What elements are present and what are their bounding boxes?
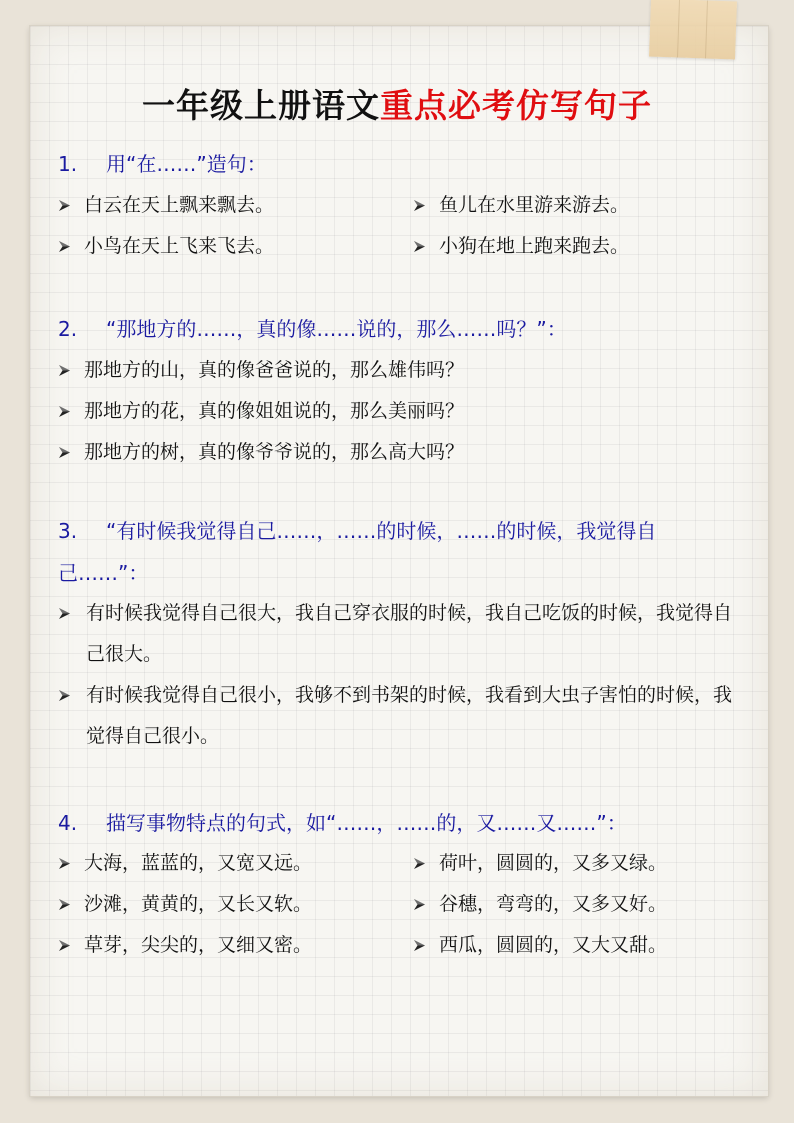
item-text: 白云在天上飘来飘去。 (84, 194, 275, 216)
arrow-bullet-icon (58, 939, 70, 951)
item-text: 谷穗，弯弯的，又多又好。 (439, 893, 668, 915)
list-item (413, 889, 667, 916)
item-text: 草芽，尖尖的，又细又密。 (84, 934, 313, 956)
item-text: 沙滩，黄黄的，又长又软。 (84, 893, 313, 915)
arrow-bullet-icon (413, 240, 425, 252)
item-text: 那地方的树，真的像爷爷说的，那么高大吗？ (84, 441, 465, 463)
list-item (413, 930, 667, 957)
arrow-bullet-icon (58, 446, 70, 458)
list-item (58, 889, 312, 916)
item-text: 有时候我觉得自己很大，我自己穿衣服的时候，我自己吃饭的时候，我觉得自己很大。 (86, 602, 733, 665)
section-3-heading (58, 510, 742, 594)
list-item (58, 848, 312, 875)
item-text: 小狗在地上跑来跑去。 (439, 235, 630, 257)
title-part-black: 一年级上册语文 (142, 86, 380, 125)
list-item (58, 930, 312, 957)
item-text: 那地方的山，真的像爸爸说的，那么雄伟吗？ (84, 359, 465, 381)
section-4-heading (58, 807, 627, 836)
list-item (58, 231, 274, 258)
item-text: 鱼儿在水里游来游去。 (439, 194, 630, 216)
section-heading-text: “有时候我觉得自己……，……的时候，……的时候，我觉得自己……”： (58, 519, 657, 585)
tape-decoration (649, 0, 737, 59)
section-number: 2. (58, 317, 78, 341)
arrow-bullet-icon (413, 199, 425, 211)
section-heading-text: 描写事物特点的句式，如“……，……的，又……又……”： (106, 811, 627, 835)
item-text: 有时候我觉得自己很小，我够不到书架的时候，我看到大虫子害怕的时候，我觉得自己很小。 (86, 684, 733, 747)
item-text: 那地方的花，真的像姐姐说的，那么美丽吗？ (84, 400, 465, 422)
list-item (58, 355, 464, 382)
list-item (58, 437, 464, 464)
section-heading-text: 用“在……”造句： (106, 152, 267, 176)
section-number: 3. (58, 519, 78, 543)
list-item (58, 190, 274, 217)
section-heading-text: “那地方的……，真的像……说的，那么……吗？”： (106, 317, 567, 341)
arrow-bullet-icon (58, 689, 70, 701)
section-2-heading (58, 313, 567, 342)
section-number: 4. (58, 811, 78, 835)
list-item (413, 190, 629, 217)
arrow-bullet-icon (58, 405, 70, 417)
arrow-bullet-icon (58, 199, 70, 211)
arrow-bullet-icon (413, 939, 425, 951)
page-title (0, 80, 794, 127)
list-item (86, 593, 740, 675)
section-number: 1. (58, 152, 78, 176)
list-item (58, 396, 464, 423)
item-text: 荷叶，圆圆的，又多又绿。 (439, 852, 668, 874)
title-part-red: 重点必考仿写句子 (380, 86, 652, 125)
arrow-bullet-icon (58, 240, 70, 252)
arrow-bullet-icon (58, 364, 70, 376)
list-item (413, 231, 629, 258)
item-text: 小鸟在天上飞来飞去。 (84, 235, 275, 257)
arrow-bullet-icon (58, 857, 70, 869)
item-text: 大海，蓝蓝的，又宽又远。 (84, 852, 313, 874)
arrow-bullet-icon (58, 607, 70, 619)
arrow-bullet-icon (58, 898, 70, 910)
list-item (413, 848, 667, 875)
arrow-bullet-icon (413, 857, 425, 869)
item-text: 西瓜，圆圆的，又大又甜。 (439, 934, 668, 956)
section-1-heading (58, 148, 267, 177)
arrow-bullet-icon (413, 898, 425, 910)
list-item (86, 675, 740, 757)
